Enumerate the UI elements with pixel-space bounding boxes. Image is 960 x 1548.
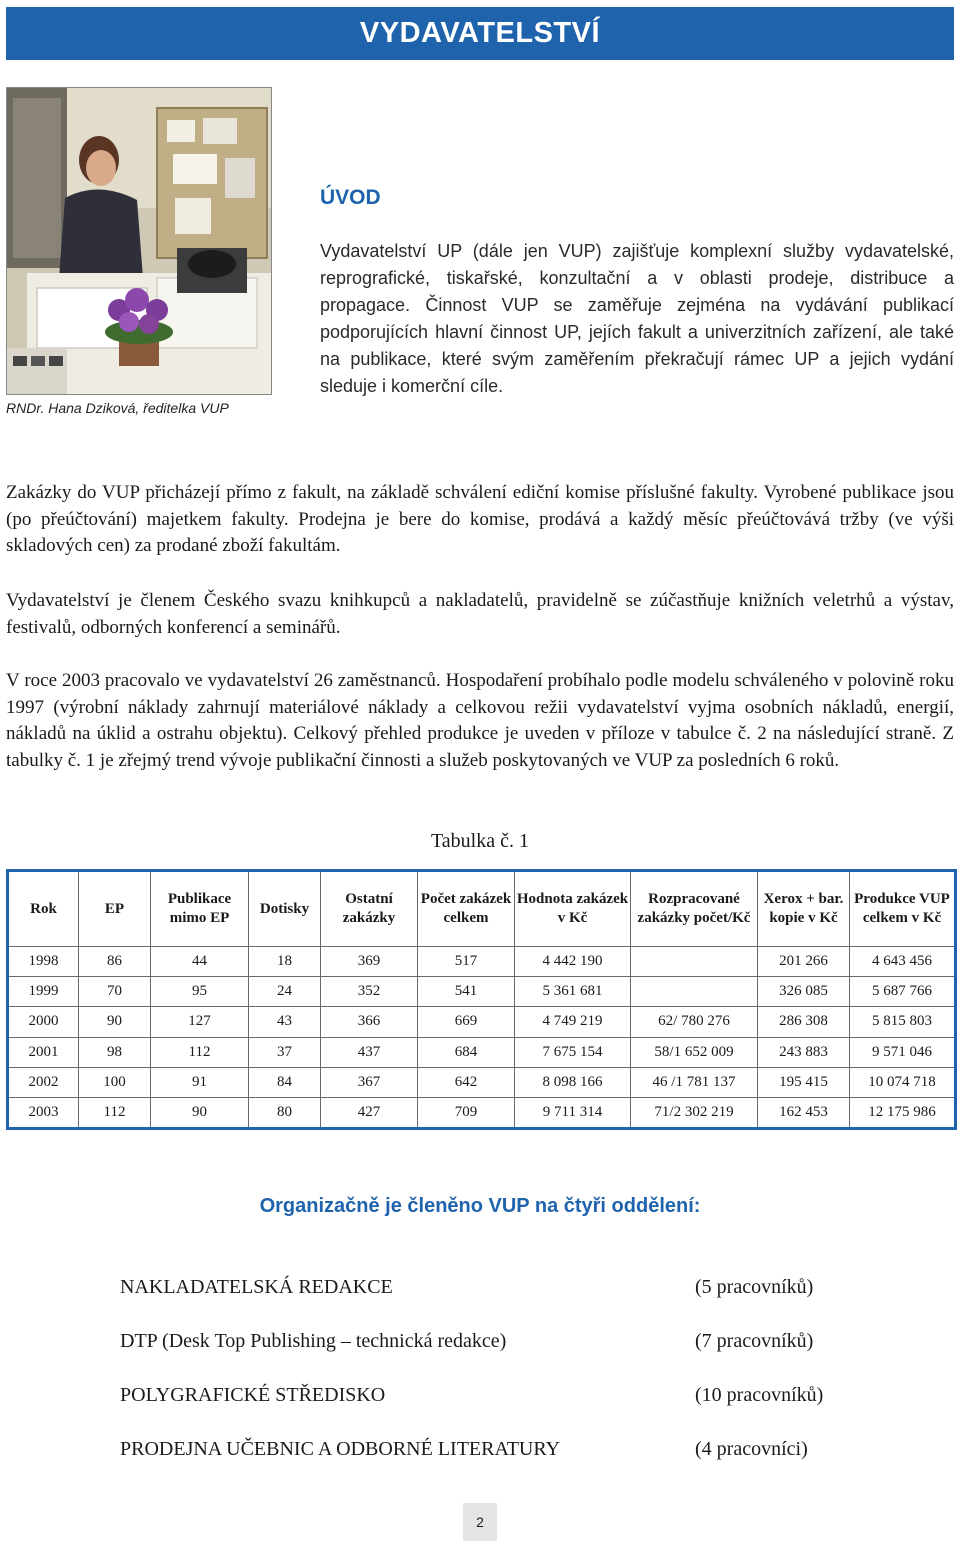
cell-other-orders: 352 [321, 977, 418, 1007]
cell-orders-value: 4 442 190 [515, 947, 631, 977]
cell-reprints: 37 [249, 1037, 321, 1067]
cell-publications: 112 [151, 1037, 249, 1067]
cell-year: 2002 [8, 1067, 79, 1097]
cell-reprints: 18 [249, 947, 321, 977]
col-header-publications: Publikace mimo EP [151, 871, 249, 947]
office-photo-illustration [7, 88, 271, 394]
col-header-ep: EP [79, 871, 151, 947]
cell-production-total: 12 175 986 [850, 1097, 956, 1128]
department-name: PRODEJNA UČEBNIC A ODBORNÉ LITERATURY [120, 1438, 561, 1460]
department-list [0, 1272, 960, 1488]
cell-orders-value: 4 749 219 [515, 1007, 631, 1037]
cell-orders-value: 7 675 154 [515, 1037, 631, 1067]
department-staff-count: (4 pracovníci) [695, 1438, 808, 1460]
paragraph-staff: V roce 2003 pracovalo ve vydavatelství 26 zaměstnanců. Hospodaření probíhalo podle modelu schváleného v polovině roku 1997 (výrobní náklady zahrnují materiálové náklady a celkovou režii vydavatelství vyjma osobních nákladů, energií, nákladů na úklid a ostrahu objektu). Celkový přehled produkce je uveden v příloze v tabulce č. 2 na následující straně. Z tabulky č. 1 je zřejmý trend vývoje publikační činnosti a služeb poskytovaných ve VUP za posledních 6 roků. [6, 670, 954, 771]
cell-total-orders: 669 [418, 1007, 515, 1037]
cell-reprints: 84 [249, 1067, 321, 1097]
col-header-production-total: Produkce VUP celkem v Kč [850, 871, 956, 947]
cell-xerox: 326 085 [758, 977, 850, 1007]
cell-xerox: 286 308 [758, 1007, 850, 1037]
page-title-banner [6, 7, 954, 60]
cell-ep: 100 [79, 1067, 151, 1097]
cell-in-progress: 71/2 302 219 [631, 1097, 758, 1128]
cell-total-orders: 541 [418, 977, 515, 1007]
cell-year: 1999 [8, 977, 79, 1007]
table-row [8, 1067, 956, 1097]
cell-publications: 127 [151, 1007, 249, 1037]
col-header-other-orders: Ostatní zakázky [321, 871, 418, 947]
cell-total-orders: 709 [418, 1097, 515, 1128]
cell-year: 2000 [8, 1007, 79, 1037]
col-header-orders-value: Hodnota zakázek v Kč [515, 871, 631, 947]
table-header-row [8, 871, 956, 947]
table-caption: Tabulka č. 1 [430, 830, 529, 852]
list-item [0, 1380, 960, 1434]
cell-other-orders: 437 [321, 1037, 418, 1067]
cell-in-progress: 46 /1 781 137 [631, 1067, 758, 1097]
col-header-xerox: Xerox + bar. kopie v Kč [758, 871, 850, 947]
table-row [8, 977, 956, 1007]
cell-publications: 95 [151, 977, 249, 1007]
department-staff-count: (10 pracovníků) [695, 1384, 824, 1406]
list-item [0, 1434, 960, 1488]
cell-reprints: 43 [249, 1007, 321, 1037]
cell-year: 1998 [8, 947, 79, 977]
intro-heading: ÚVOD [320, 186, 381, 209]
cell-production-total: 5 687 766 [850, 977, 956, 1007]
cell-xerox: 201 266 [758, 947, 850, 977]
cell-other-orders: 427 [321, 1097, 418, 1128]
cell-xerox: 195 415 [758, 1067, 850, 1097]
department-name: NAKLADATELSKÁ REDAKCE [120, 1276, 393, 1298]
cell-reprints: 24 [249, 977, 321, 1007]
cell-year: 2001 [8, 1037, 79, 1067]
cell-reprints: 80 [249, 1097, 321, 1128]
paragraph-membership: Vydavatelství je členem Českého svazu knihkupců a nakladatelů, pravidelně se zúčastňuje knižních veletrhů a výstav, festivalů, odborných konferencí a seminářů. [6, 590, 954, 638]
cell-orders-value: 5 361 681 [515, 977, 631, 1007]
cell-in-progress: 58/1 652 009 [631, 1037, 758, 1067]
cell-ep: 86 [79, 947, 151, 977]
table-row [8, 1037, 956, 1067]
paragraph-orders: Zakázky do VUP přicházejí přímo z fakult, na základě schválení ediční komise příslušné fakulty. Vyrobené publikace jsou (po přeúčtování) majetkem fakulty. Prodejna je bere do komise, prodává a každý měsíc přeúčtovává tržby (ve výši skladových cen) za prodané zboží fakultám. [6, 482, 954, 556]
cell-publications: 91 [151, 1067, 249, 1097]
cell-year: 2003 [8, 1097, 79, 1128]
department-staff-count: (5 pracovníků) [695, 1276, 814, 1298]
cell-production-total: 10 074 718 [850, 1067, 956, 1097]
table-row [8, 1097, 956, 1128]
department-name: DTP (Desk Top Publishing – technická redakce) [120, 1330, 507, 1352]
director-photo [6, 87, 272, 395]
organization-heading: Organizačně je členěno VUP na čtyři oddělení: [259, 1195, 701, 1217]
cell-publications: 44 [151, 947, 249, 977]
cell-in-progress [631, 947, 758, 977]
cell-total-orders: 517 [418, 947, 515, 977]
list-item [0, 1326, 960, 1380]
department-staff-count: (7 pracovníků) [695, 1330, 814, 1352]
cell-orders-value: 9 711 314 [515, 1097, 631, 1128]
table-row [8, 1007, 956, 1037]
cell-ep: 70 [79, 977, 151, 1007]
page-title: VYDAVATELSTVÍ [359, 17, 601, 49]
col-header-reprints: Dotisky [249, 871, 321, 947]
department-name: POLYGRAFICKÉ STŘEDISKO [120, 1384, 386, 1406]
cell-total-orders: 684 [418, 1037, 515, 1067]
cell-ep: 90 [79, 1007, 151, 1037]
cell-production-total: 9 571 046 [850, 1037, 956, 1067]
cell-in-progress: 62/ 780 276 [631, 1007, 758, 1037]
cell-other-orders: 369 [321, 947, 418, 977]
cell-production-total: 5 815 803 [850, 1007, 956, 1037]
col-header-in-progress: Rozpracované zakázky počet/Kč [631, 871, 758, 947]
table-row [8, 947, 956, 977]
col-header-year: Rok [8, 871, 79, 947]
cell-total-orders: 642 [418, 1067, 515, 1097]
cell-other-orders: 366 [321, 1007, 418, 1037]
cell-other-orders: 367 [321, 1067, 418, 1097]
cell-ep: 98 [79, 1037, 151, 1067]
list-item [0, 1272, 960, 1326]
intro-text: Vydavatelství UP (dále jen VUP) zajišťuje komplexní služby vydavatelské, reprografické, tiskařské, konzultační a v oblasti prodeje, distribuce a propagace. Činnost VUP se zaměřuje zejména na vydávání publikací podporujících hlavní činnost UP, jejích fakult a univerzitních zařízení, ale také na publikace, které svým zaměřením překračují rámec UP a jejich vydání sleduje i komerční cíle. [320, 241, 954, 396]
cell-xerox: 243 883 [758, 1037, 850, 1067]
production-table [6, 869, 957, 1130]
col-header-total-orders: Počet zakázek celkem [418, 871, 515, 947]
photo-caption: RNDr. Hana Dziková, ředitelka VUP [6, 400, 229, 416]
cell-in-progress [631, 977, 758, 1007]
page-number: 2 [463, 1503, 497, 1541]
cell-orders-value: 8 098 166 [515, 1067, 631, 1097]
cell-production-total: 4 643 456 [850, 947, 956, 977]
cell-publications: 90 [151, 1097, 249, 1128]
cell-ep: 112 [79, 1097, 151, 1128]
cell-xerox: 162 453 [758, 1097, 850, 1128]
